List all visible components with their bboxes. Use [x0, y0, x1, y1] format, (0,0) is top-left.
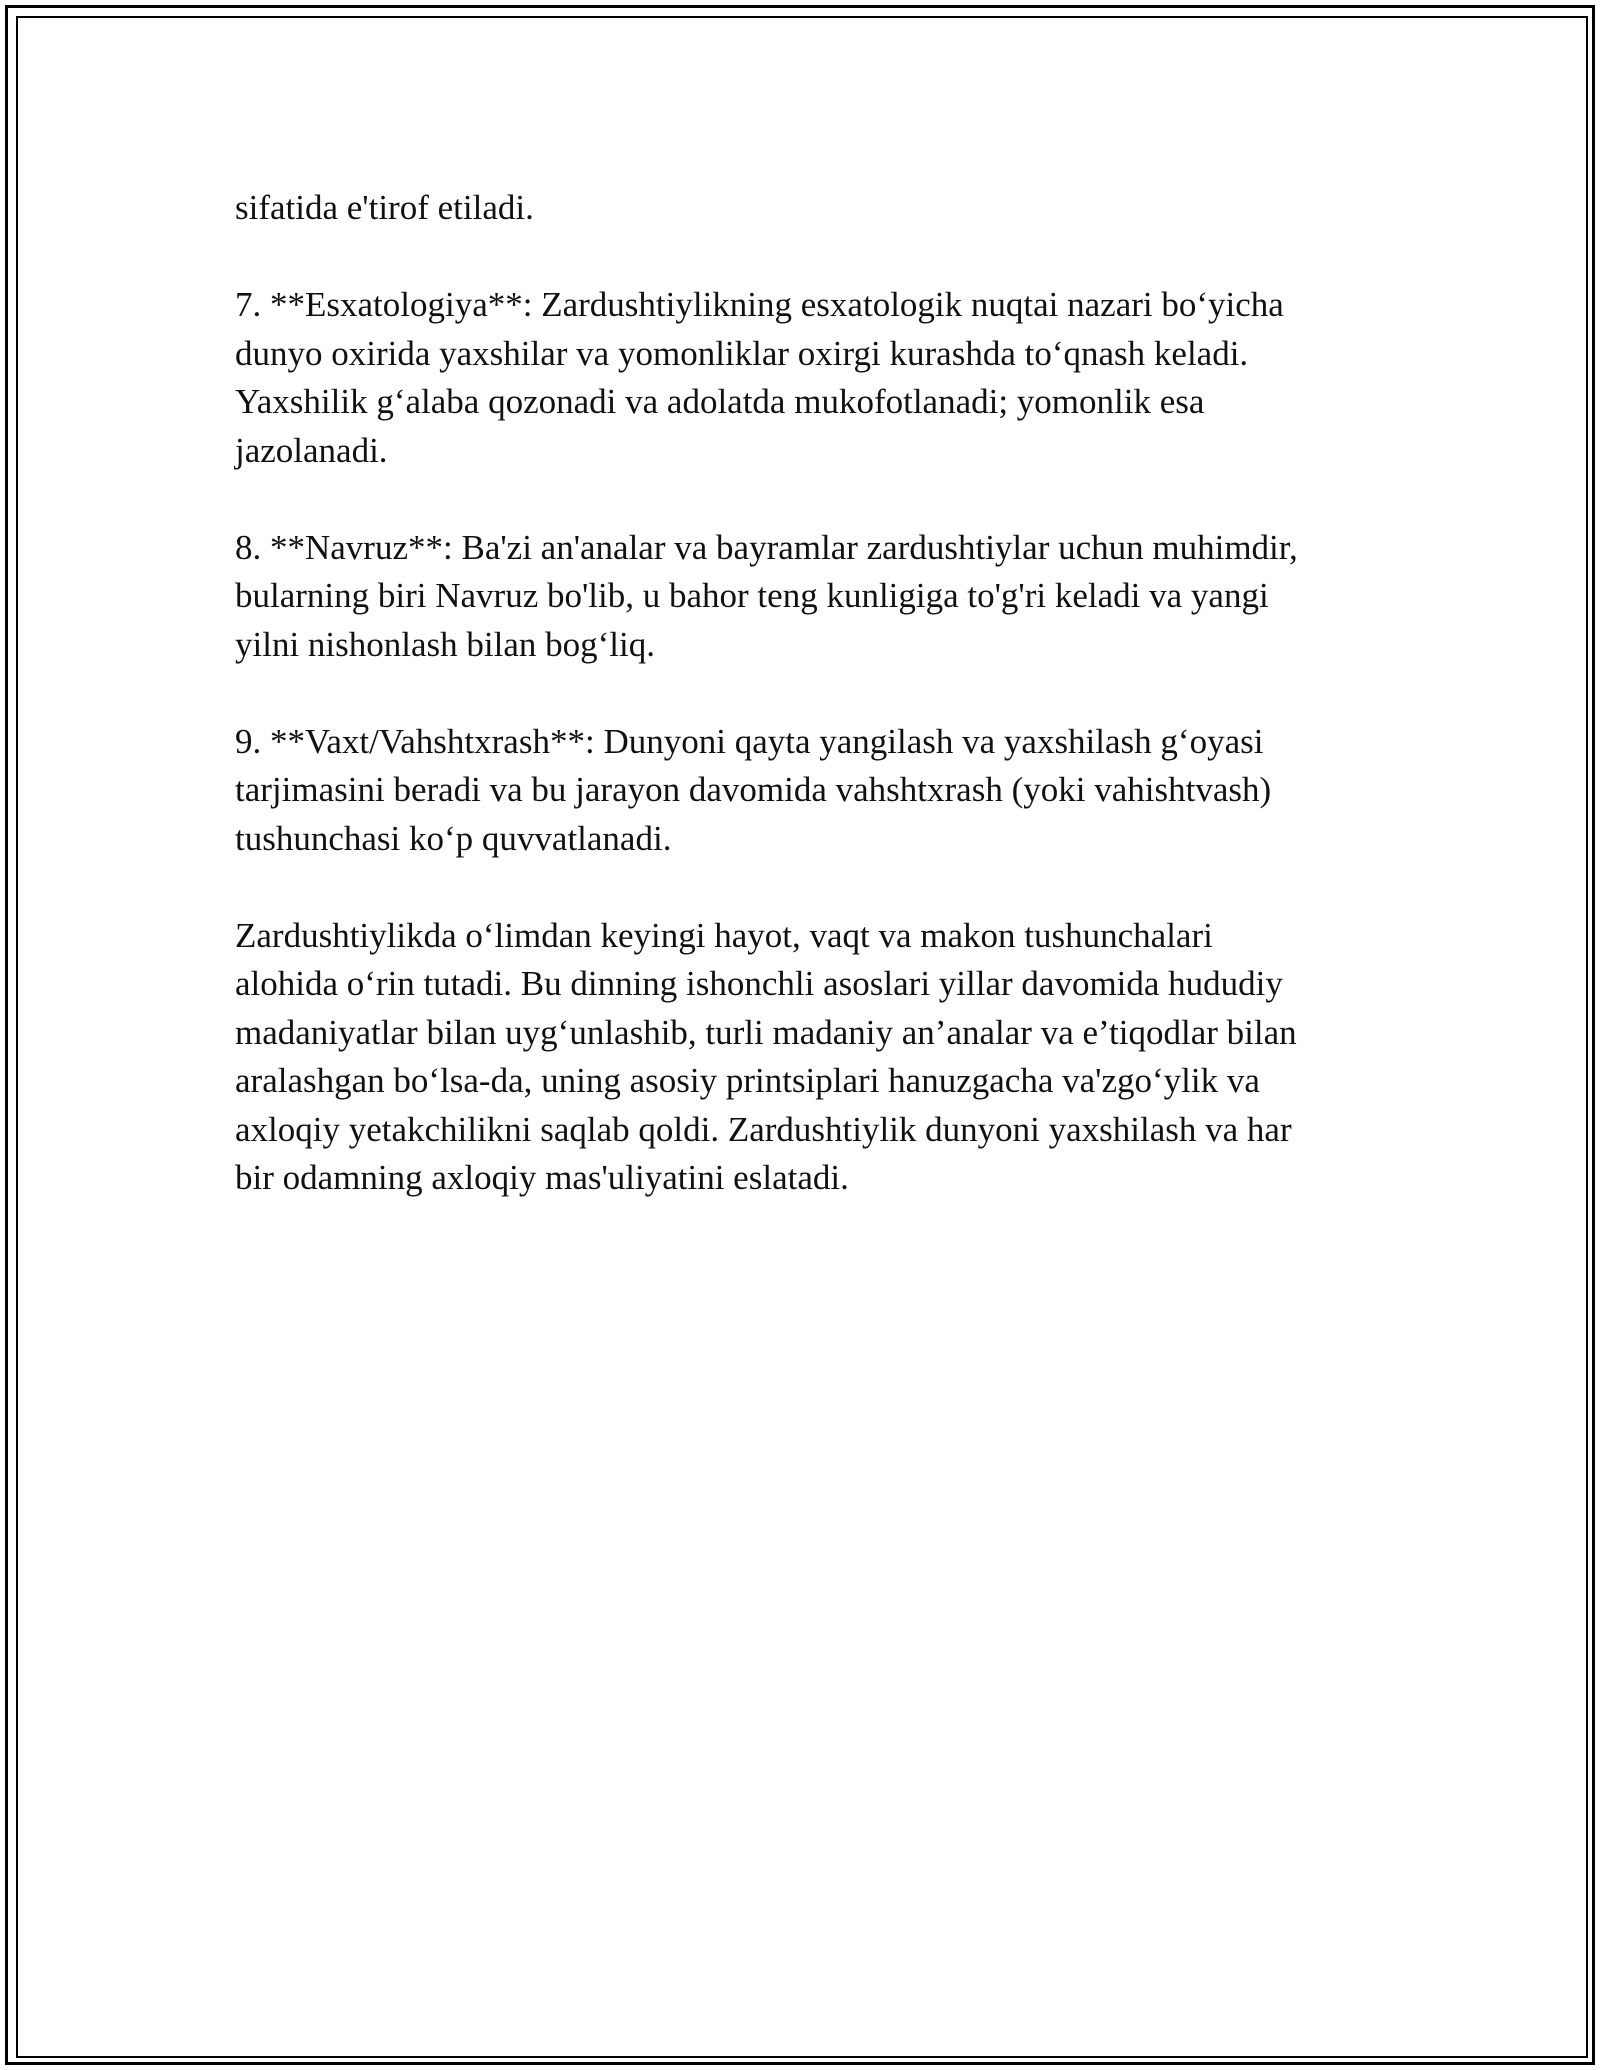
text-line: axloqiy yetakchilikni saqlab qoldi. Zardushtiylik dunyoni yaxshilash va har [235, 1109, 1292, 1149]
text-line: aralashgan bo‘lsa-da, uning asosiy printsiplari hanuzgacha va'zgo‘ylik va [235, 1061, 1260, 1100]
paragraph-item-9-vahshtxrash [235, 718, 1365, 864]
paragraph-conclusion [235, 912, 1365, 1203]
document-body [235, 184, 1365, 1251]
text-line: yilni nishonlash bilan bog‘liq. [235, 624, 655, 664]
paragraph-item-8-navruz [235, 524, 1365, 670]
text-line: Yaxshilik g‘alaba qozonadi va adolatda mukofotlanadi; yomonlik esa [235, 382, 1205, 421]
text-line: 8. **Navruz**: Ba'zi an'analar va bayramlar zardushtiylar uchun muhimdir, [235, 527, 1298, 567]
text-line: bularning biri Navruz bo'lib, u bahor teng kunligiga to'g'ri keladi va yangi [235, 576, 1269, 615]
text-line: tarjimasini beradi va bu jarayon davomida vahshtxrash (yoki vahishtvash) [235, 770, 1272, 809]
paragraph-item-7-esxatologiya [235, 281, 1365, 475]
text-line: dunyo oxirida yaxshilar va yomonliklar oxirgi kurashda to‘qnash keladi. [235, 333, 1249, 373]
text-line: sifatida e'tirof etiladi. [235, 188, 534, 227]
text-line: madaniyatlar bilan uyg‘unlashib, turli madaniy an’analar va e’tiqodlar bilan [235, 1012, 1297, 1052]
text-line: bir odamning axloqiy mas'uliyatini eslatadi. [235, 1158, 849, 1197]
text-line: 7. **Esxatologiya**: Zardushtiylikning esxatologik nuqtai nazari bo‘yicha [235, 285, 1284, 324]
text-line: Zardushtiylikda o‘limdan keyingi hayot, vaqt va makon tushunchalari [235, 915, 1213, 955]
text-line: 9. **Vaxt/Vahshtxrash**: Dunyoni qayta yangilash va yaxshilash g‘oyasi [235, 721, 1264, 761]
paragraph-continuation [235, 184, 1365, 233]
text-line: tushunchasi ko‘p quvvatlanadi. [235, 818, 672, 858]
text-line: jazolanadi. [235, 430, 388, 470]
text-line: alohida o‘rin tutadi. Bu dinning ishonchli asoslari yillar davomida hududiy [235, 964, 1283, 1003]
